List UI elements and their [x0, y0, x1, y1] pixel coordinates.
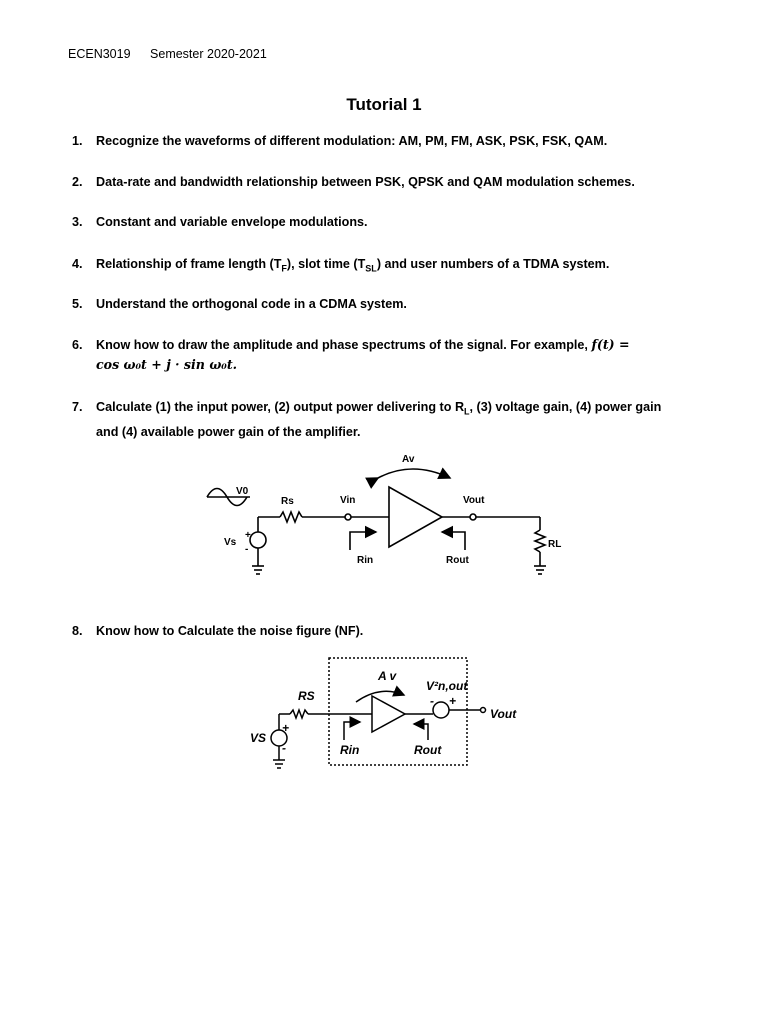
- question-3: 3. Constant and variable envelope modulations.: [72, 215, 368, 229]
- question-7: 7. Calculate (1) the input power, (2) output power delivering to $R_L$, (3) voltage gain, (4) power gain and (4) available power gain of the amplifier.: [72, 400, 662, 439]
- question-1: 1. Recognize the waveforms of different modulation: AM, PM, FM, ASK, PSK, FSK, QAM.: [72, 134, 608, 148]
- amplifier-triangle-icon: [389, 487, 442, 547]
- svg-text:Rs: Rs: [281, 496, 294, 507]
- svg-text:RS: RS: [298, 689, 315, 703]
- resistor-rs-icon: [280, 512, 302, 522]
- voltage-source-icon: [250, 532, 266, 548]
- svg-text:Rin: Rin: [357, 555, 374, 566]
- svg-text:VS: VS: [250, 731, 267, 745]
- svg-text:V0: V0: [236, 486, 249, 497]
- svg-text:Vout: Vout: [463, 495, 485, 506]
- noise-source-icon: [433, 702, 449, 718]
- course-code: ECEN3019: [68, 47, 131, 61]
- semester: Semester 2020-2021: [150, 47, 267, 61]
- svg-text:Vin: Vin: [340, 495, 356, 506]
- svg-text:-: -: [245, 544, 249, 555]
- svg-text:+: +: [245, 530, 251, 541]
- question-6: 6. Know how to draw the amplitude and phase spectrums of the signal. For example, f(t) = cos ω₀t + j · sin ω₀t.: [72, 337, 630, 372]
- svg-text:Av: Av: [402, 454, 415, 465]
- svg-text:+: +: [282, 721, 290, 735]
- resistor-rl-icon: [535, 530, 545, 552]
- resistor-rs2-icon: [290, 710, 308, 718]
- question-5: 5. Understand the orthogonal code in a CDMA system.: [72, 297, 407, 311]
- question-8: 8. Know how to Calculate the noise figure (NF).: [72, 624, 364, 638]
- svg-text:A v: A v: [378, 669, 397, 683]
- question-2: 2. Data-rate and bandwidth relationship between PSK, QPSK and QAM modulation schemes.: [72, 175, 635, 189]
- svg-text:Rout: Rout: [446, 555, 469, 566]
- svg-text:Vout: Vout: [490, 707, 517, 721]
- svg-text:+: +: [449, 694, 457, 708]
- svg-text:Rout: Rout: [414, 743, 442, 757]
- page-title: Tutorial 1: [346, 95, 422, 114]
- svg-text:Rin: Rin: [340, 743, 360, 757]
- svg-text:-: -: [282, 741, 286, 755]
- svg-text:Vs: Vs: [224, 537, 237, 548]
- question-4: 4. Relationship of frame length $(T_F)$, slot time $(T_{SL})$ and user numbers of a TDMA system.: [72, 257, 610, 274]
- amplifier2-triangle-icon: [372, 696, 405, 732]
- svg-text:RL: RL: [548, 539, 562, 550]
- svg-text:-: -: [430, 694, 434, 708]
- svg-text:V²n,out: V²n,out: [426, 679, 468, 693]
